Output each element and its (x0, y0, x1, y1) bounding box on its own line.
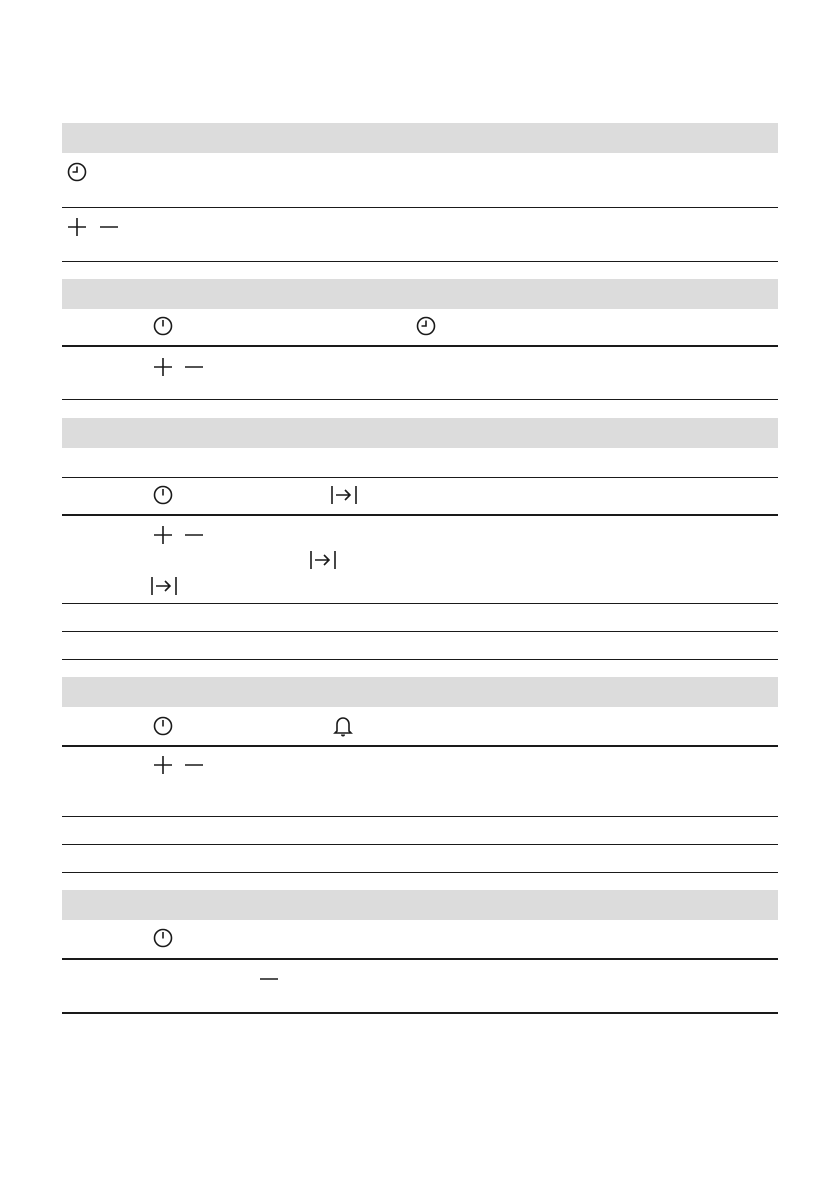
row-divider (62, 261, 778, 262)
row-divider (62, 872, 778, 873)
duration-end-icon (331, 485, 357, 505)
plus-icon (153, 525, 173, 545)
section-header-4 (62, 677, 778, 707)
row-divider (62, 659, 778, 660)
row-divider (62, 745, 778, 747)
section-header-1 (62, 123, 778, 153)
row-divider (62, 816, 778, 817)
duration-end-icon (310, 550, 336, 570)
row-divider (62, 399, 778, 400)
minus-icon (99, 217, 119, 237)
minus-icon (184, 755, 204, 775)
bell-icon (333, 715, 353, 737)
clock-icon (67, 162, 87, 182)
row-divider (62, 207, 778, 208)
row-divider (62, 958, 778, 960)
row-divider (62, 631, 778, 632)
clock-icon (416, 316, 436, 336)
timer-icon (153, 716, 173, 736)
plus-icon (67, 217, 87, 237)
row-divider (62, 1012, 778, 1014)
row-divider (62, 603, 778, 604)
timer-icon (153, 928, 173, 948)
section-header-5 (62, 890, 778, 920)
row-divider (62, 477, 778, 478)
row-divider (62, 345, 778, 347)
row-divider (62, 844, 778, 845)
timer-icon (153, 316, 173, 336)
timer-icon (153, 485, 173, 505)
duration-end-icon (151, 576, 177, 596)
section-header-3 (62, 418, 778, 448)
minus-icon (184, 525, 204, 545)
minus-icon (184, 357, 204, 377)
row-divider (62, 514, 778, 516)
plus-icon (153, 357, 173, 377)
instruction-table (62, 0, 778, 1191)
plus-icon (153, 755, 173, 775)
minus-icon (259, 969, 279, 989)
section-header-2 (62, 279, 778, 309)
